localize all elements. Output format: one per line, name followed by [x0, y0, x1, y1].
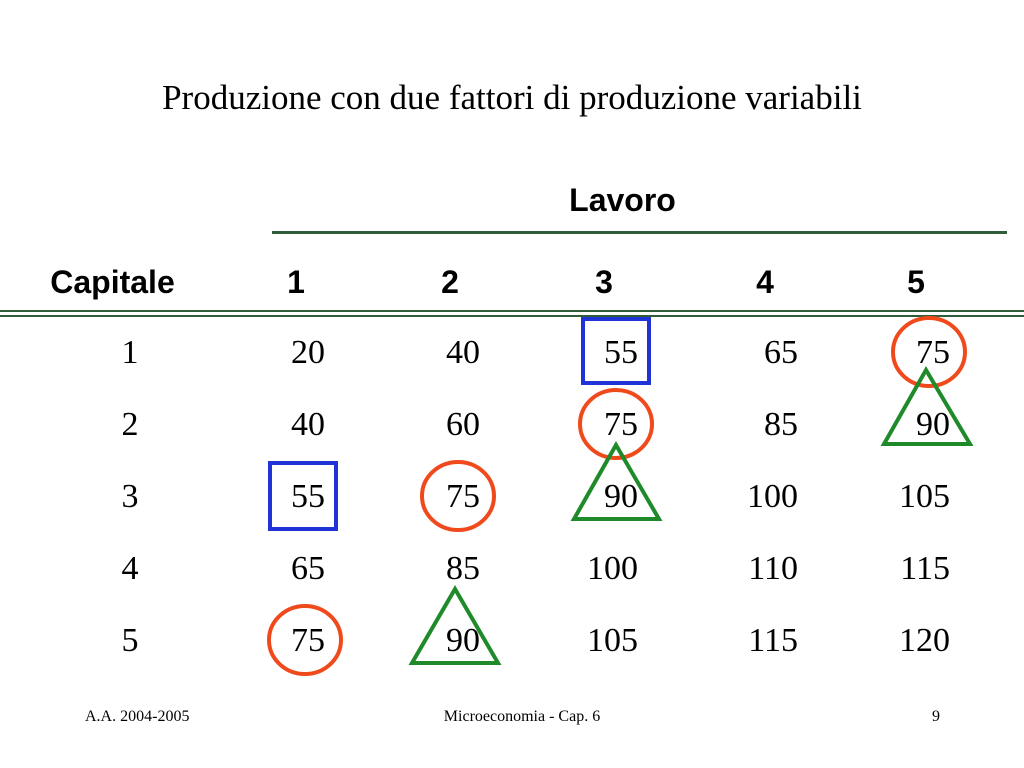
- table-cell: 100: [587, 550, 638, 587]
- column-header-2: 2: [441, 264, 459, 300]
- table-cell: 40: [291, 406, 325, 443]
- table-cell: 55: [291, 478, 325, 515]
- table-cell: 85: [764, 406, 798, 443]
- table-cell: 110: [748, 550, 798, 587]
- row-label-1: 1: [121, 334, 139, 371]
- table-cell: 20: [291, 334, 325, 371]
- table-cell: 65: [764, 334, 798, 371]
- row-label-4: 4: [121, 550, 139, 587]
- row-label-2: 2: [121, 406, 139, 443]
- table-cell: 100: [747, 478, 798, 515]
- row-label-3: 3: [121, 478, 139, 515]
- table-cell: 90: [446, 622, 480, 659]
- table-cell: 40: [446, 334, 480, 371]
- footer-course: Microeconomia - Cap. 6: [443, 708, 601, 725]
- table-cell: 115: [748, 622, 798, 659]
- table-cell: 75: [446, 478, 480, 515]
- column-header-5: 5: [907, 264, 925, 300]
- column-group-label: Lavoro: [569, 182, 676, 218]
- column-header-1: 1: [287, 264, 305, 300]
- table-cell: 115: [900, 550, 950, 587]
- footer-academic-year: A.A. 2004-2005: [85, 708, 190, 725]
- row-label-5: 5: [121, 622, 139, 659]
- table-cell: 120: [899, 622, 950, 659]
- column-header-4: 4: [756, 264, 774, 300]
- row-header-label: Capitale: [50, 264, 175, 300]
- table-cell: 85: [446, 550, 480, 587]
- table-cell: 105: [587, 622, 638, 659]
- table-cell: 90: [604, 478, 638, 515]
- table-cell: 105: [899, 478, 950, 515]
- table-cell: 75: [604, 406, 638, 443]
- column-group-divider: [272, 231, 1007, 234]
- table-cell: 75: [916, 334, 950, 371]
- table-cell: 75: [291, 622, 325, 659]
- column-header-3: 3: [595, 264, 613, 300]
- table-cell: 55: [604, 334, 638, 371]
- slide-title: Produzione con due fattori di produzione variabili: [162, 78, 862, 117]
- table-cell: 60: [446, 406, 480, 443]
- header-divider-bottom: [0, 315, 1024, 317]
- table-cell: 65: [291, 550, 325, 587]
- page-number: 9: [932, 708, 940, 725]
- header-divider-top: [0, 310, 1024, 312]
- table-cell: 90: [916, 406, 950, 443]
